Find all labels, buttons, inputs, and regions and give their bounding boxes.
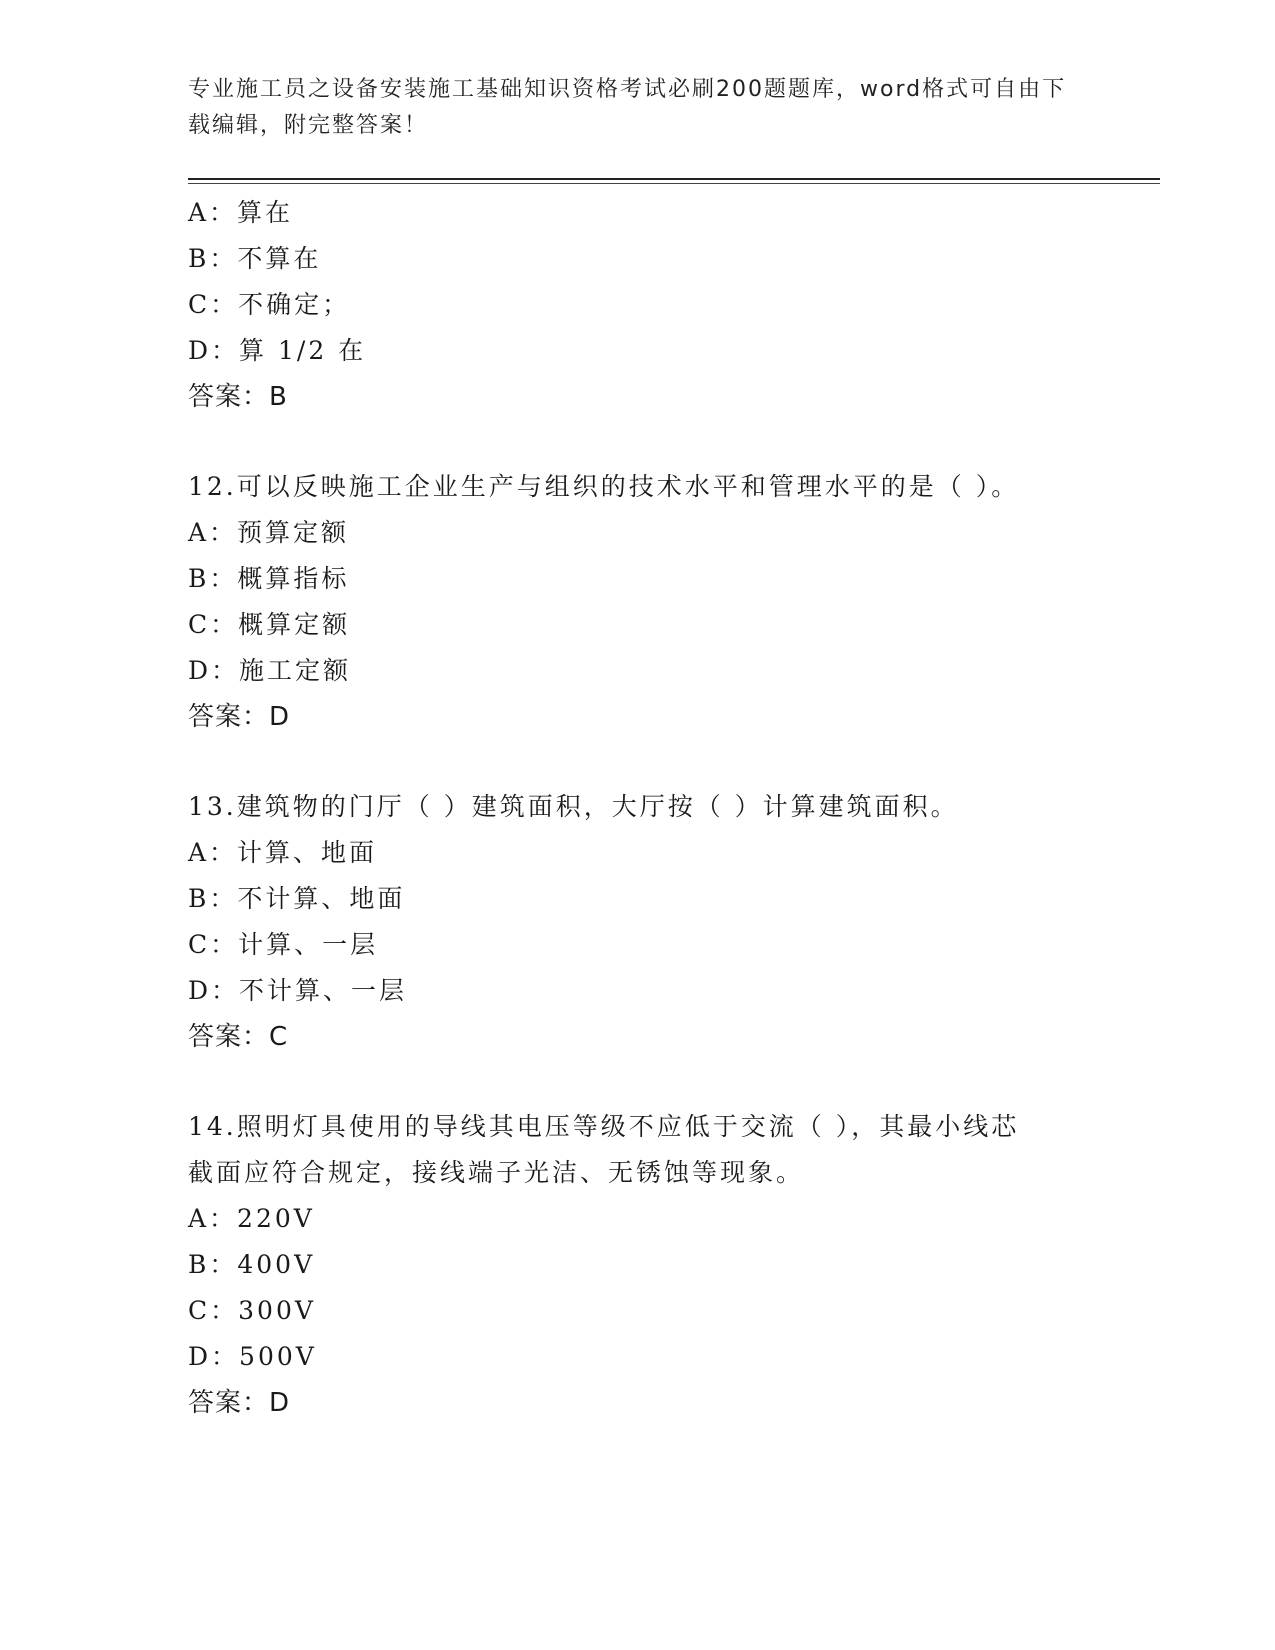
option-b: B：不算在 bbox=[188, 244, 322, 273]
answer: 答案：C bbox=[188, 1022, 289, 1052]
question-11 bbox=[188, 190, 1088, 420]
option-b: B：不计算、地面 bbox=[188, 884, 406, 913]
question-text: 12.可以反映施工企业生产与组织的技术水平和管理水平的是（ ）。 bbox=[188, 472, 1020, 501]
option-d: D：算 1/2 在 bbox=[188, 336, 367, 365]
answer: 答案：B bbox=[188, 382, 288, 412]
question-13 bbox=[188, 784, 1088, 1060]
option-c: C：概算定额 bbox=[188, 610, 351, 639]
question-text-line-2: 截面应符合规定，接线端子光洁、无锈蚀等现象。 bbox=[188, 1158, 805, 1187]
question-list bbox=[188, 190, 1088, 1426]
option-b: B：400V bbox=[188, 1250, 316, 1279]
document-header: 专业施工员之设备安装施工基础知识资格考试必刷200题题库，word格式可自由下载编辑，附完整答案！ bbox=[188, 77, 1067, 138]
question-12 bbox=[188, 464, 1088, 740]
header-divider-thin bbox=[188, 183, 1160, 184]
option-a: A：预算定额 bbox=[188, 518, 350, 547]
option-a: A：算在 bbox=[188, 198, 294, 227]
question-text: 13.建筑物的门厅（ ）建筑面积，大厅按（ ）计算建筑面积。 bbox=[188, 792, 959, 821]
option-a: A：220V bbox=[188, 1204, 315, 1233]
option-a: A：计算、地面 bbox=[188, 838, 378, 867]
question-text-line-1: 14.照明灯具使用的导线其电压等级不应低于交流（ ），其最小线芯 bbox=[188, 1112, 1020, 1141]
answer: 答案：D bbox=[188, 1388, 291, 1418]
option-d: D：不计算、一层 bbox=[188, 976, 408, 1005]
option-c: C：计算、一层 bbox=[188, 930, 379, 959]
question-14 bbox=[188, 1104, 1088, 1426]
option-d: D：施工定额 bbox=[188, 656, 352, 685]
answer: 答案：D bbox=[188, 702, 291, 732]
option-c: C：300V bbox=[188, 1296, 316, 1325]
header-divider bbox=[188, 178, 1160, 180]
option-c: C：不确定； bbox=[188, 290, 351, 319]
option-d: D：500V bbox=[188, 1342, 317, 1371]
option-b: B：概算指标 bbox=[188, 564, 350, 593]
